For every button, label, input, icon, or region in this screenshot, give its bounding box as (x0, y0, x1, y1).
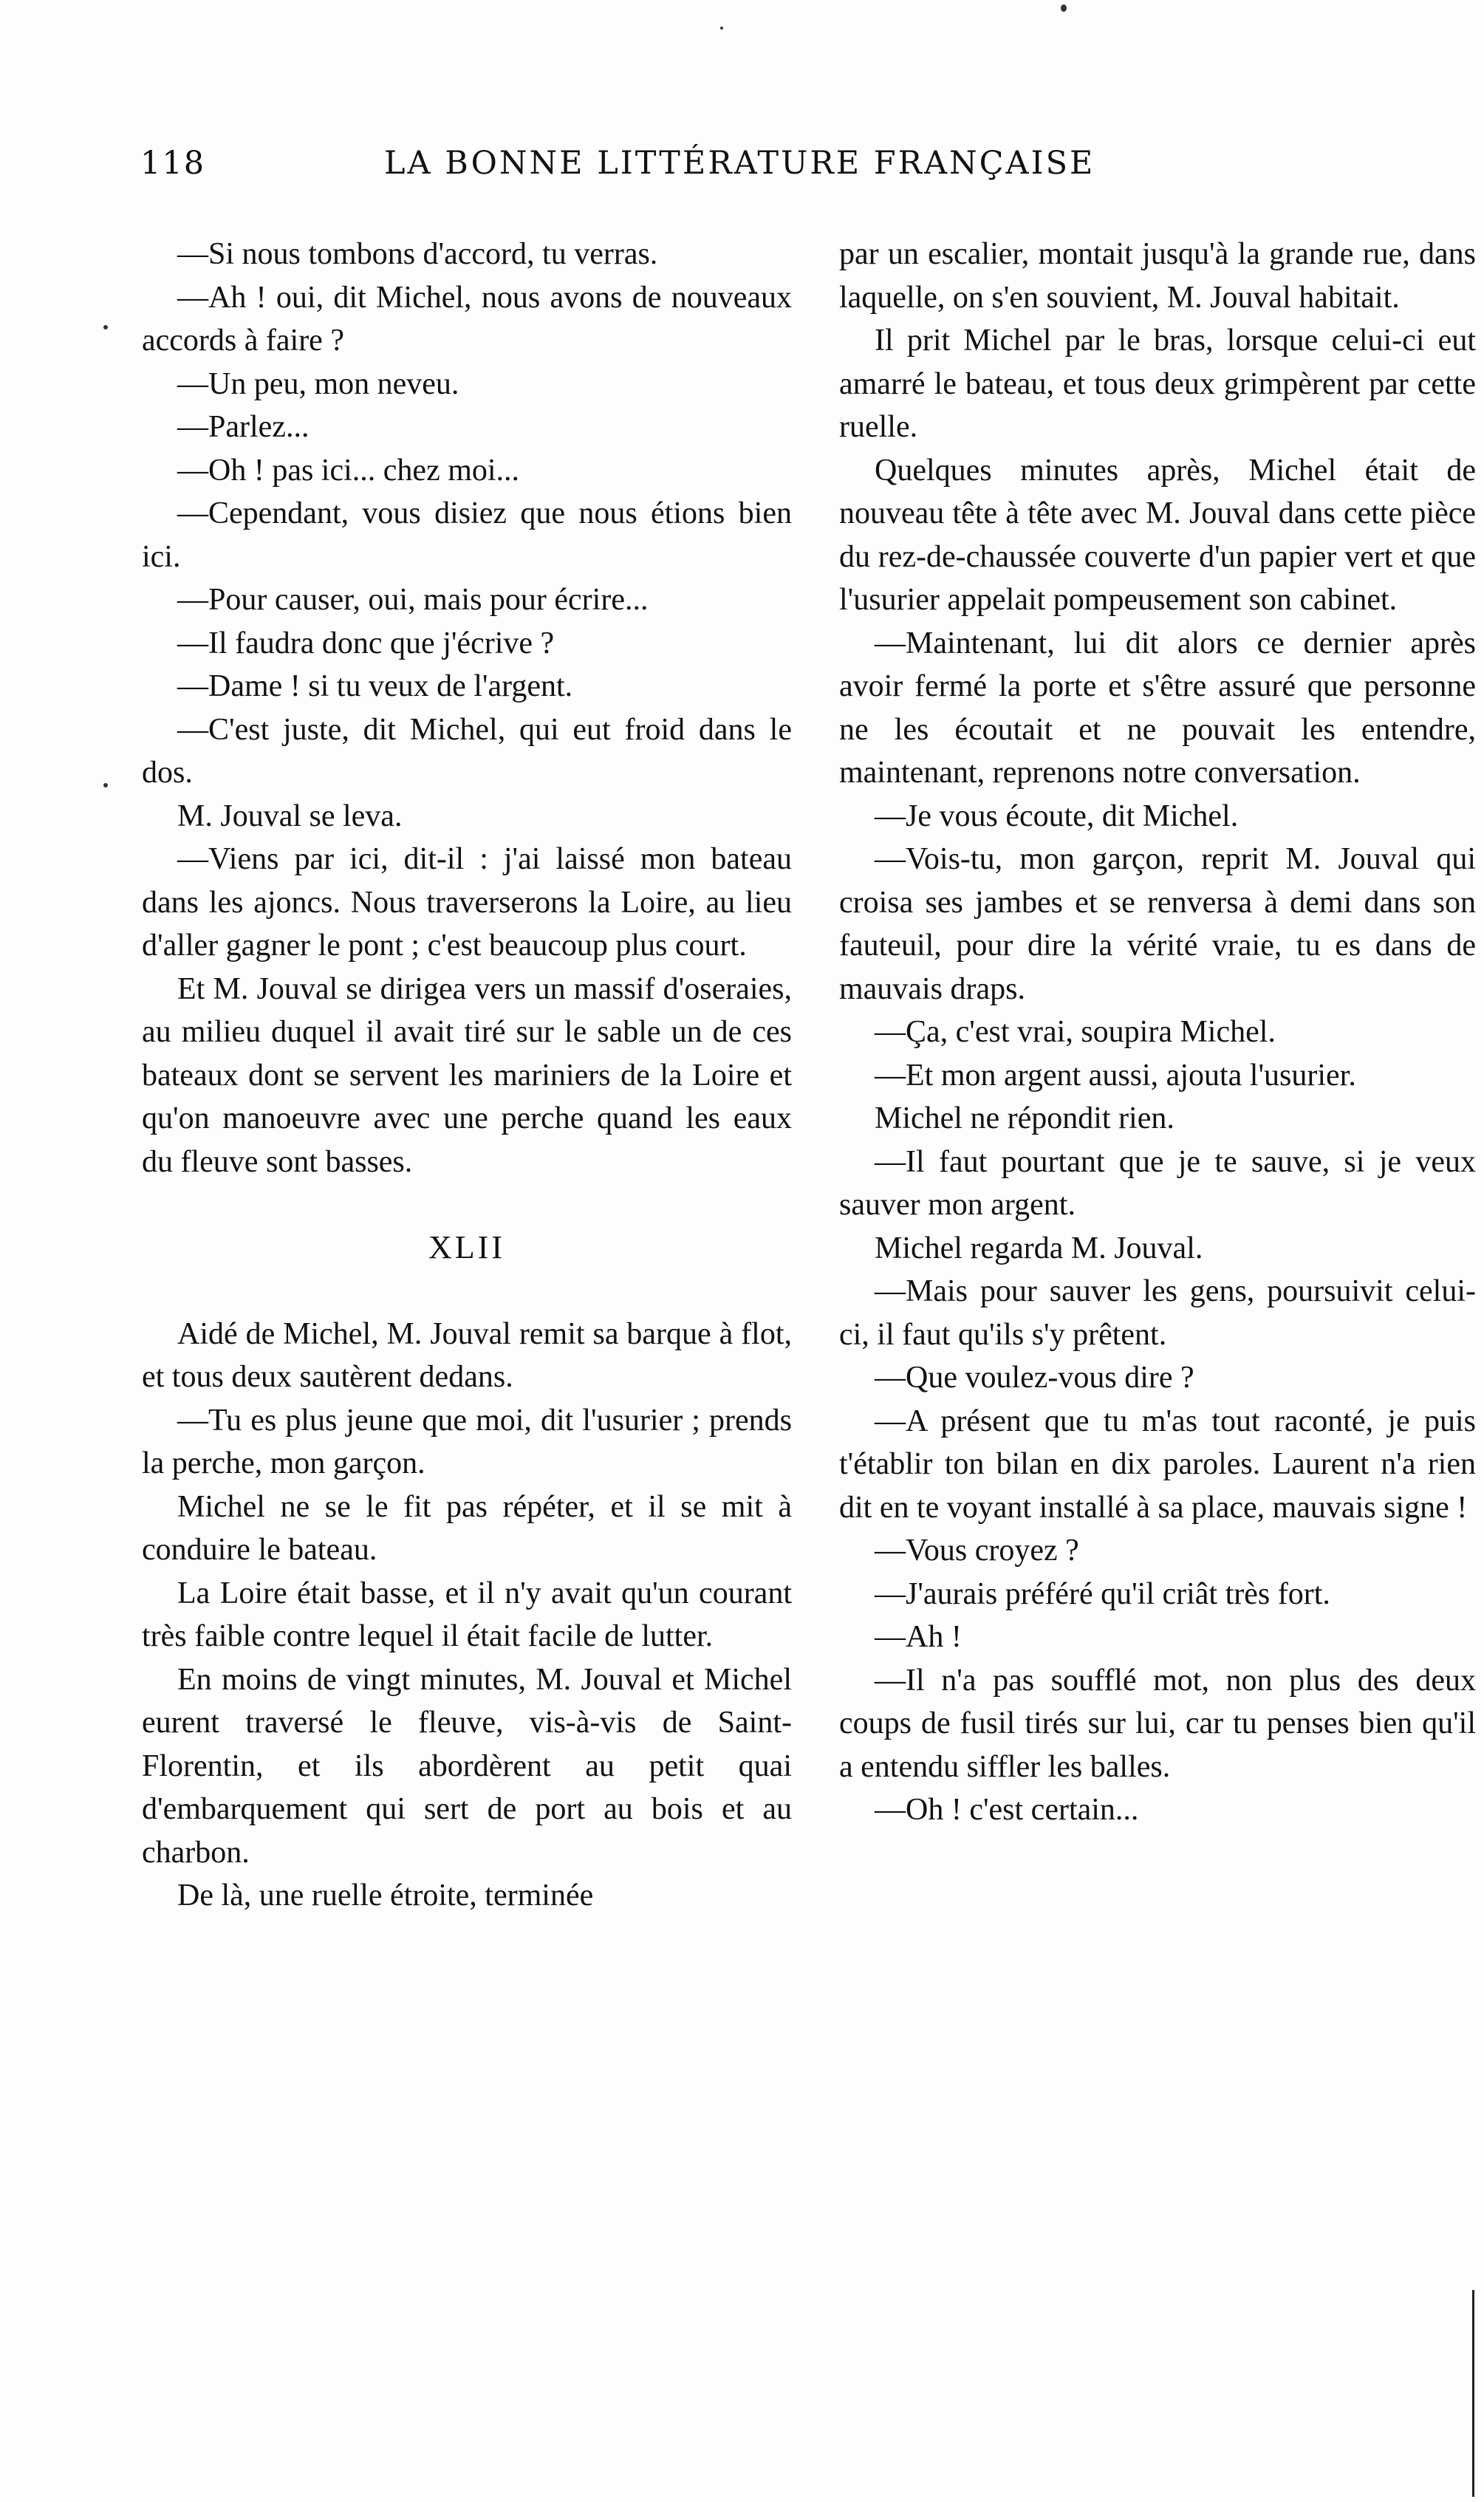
paragraph: —Cependant, vous disiez que nous étions bien ici. (142, 496, 792, 574)
paragraph: Michel ne se le fit pas répéter, et il se mit à conduire le bateau. (142, 1489, 792, 1567)
print-speck (103, 783, 108, 787)
paragraph: Et M. Jouval se dirigea vers un massif d'oseraies, au milieu duquel il avait tiré sur le sable un de ces bateaux dont se servent les mariniers de la Loire et qu'on manoeuvre avec une perche quand les eaux du fleuve sont basses. (142, 971, 792, 1179)
paragraph: —Pour causer, oui, mais pour écrire... (177, 583, 649, 617)
paragraph: —Il faut pourtant que je te sauve, si je veux sauver mon argent. (839, 1144, 1476, 1222)
left-column (142, 233, 792, 1918)
margin-rule (1472, 2290, 1474, 2497)
paragraph: —Si nous tombons d'accord, tu verras. (177, 237, 658, 271)
paragraph: —Que voulez-vous dire ? (875, 1361, 1194, 1395)
paragraph: M. Jouval se leva. (177, 799, 403, 833)
paragraph: En moins de vingt minutes, M. Jouval et Michel eurent traversé le fleuve, vis-à-vis de Saint-Florentin, et ils abordèrent au petit quai d'embarquement qui sert de port au bois et au charbon. (142, 1662, 792, 1870)
paragraph: —Tu es plus jeune que moi, dit l'usurier ; prends la perche, mon garçon. (142, 1403, 792, 1480)
paragraph: De là, une ruelle étroite, terminée (177, 1879, 594, 1913)
print-speck (103, 325, 108, 329)
paragraph: —Oh ! pas ici... chez moi... (177, 453, 520, 488)
page-header (140, 145, 1470, 204)
paragraph: —Parlez... (177, 410, 310, 444)
paragraph: —Maintenant, lui dit alors ce dernier après avoir fermé la porte et s'être assuré que personne ne les écoutait et ne pouvait les entendre, maintenant, reprenons notre conversation. (839, 626, 1476, 790)
paragraph: —Il n'a pas soufflé mot, non plus des deux coups de fusil tirés sur lui, car tu penses bien qu'il a entendu siffler les balles. (839, 1663, 1476, 1784)
paragraph: Aidé de Michel, M. Jouval remit sa barque à flot, et tous deux sautèrent dedans. (142, 1316, 792, 1394)
paragraph: —J'aurais préféré qu'il criât très fort. (875, 1576, 1330, 1611)
paragraph: Michel ne répondit rien. (875, 1101, 1174, 1135)
paragraph: La Loire était basse, et il n'y avait qu'un courant très faible contre lequel il était facile de lutter. (142, 1576, 792, 1653)
page-number: 118 (140, 145, 206, 182)
paragraph: —Il faudra donc que j'écrive ? (177, 626, 555, 660)
paragraph: —Un peu, mon neveu. (177, 366, 459, 401)
paragraph: —Et mon argent aussi, ajouta l'usurier. (875, 1058, 1356, 1093)
paragraph: Michel regarda M. Jouval. (875, 1231, 1203, 1265)
paragraph: Quelques minutes après, Michel était de nouveau tête à tête avec M. Jouval dans cette pièce du rez-de-chaussée couverte d'un papier vert et que l'usurier appelait pompeusement son cabinet. (839, 453, 1476, 617)
paragraph: —Ah ! oui, dit Michel, nous avons de nouveaux accords à faire ? (142, 280, 792, 358)
print-speck (720, 27, 723, 30)
paragraph: Il prit Michel par le bras, lorsque celui-ci eut amarré le bateau, et tous deux grimpèrent par cette ruelle. (839, 324, 1476, 444)
paragraph: —Oh ! c'est certain... (875, 1793, 1139, 1827)
paragraph: —Ah ! (875, 1620, 962, 1654)
chapter-heading: XLII (428, 1229, 505, 1265)
running-title: LA BONNE LITTÉRATURE FRANÇAISE (384, 145, 1095, 182)
paragraph: —Vous croyez ? (875, 1534, 1079, 1568)
paragraph: —A présent que tu m'as tout raconté, je puis t'établir ton bilan en dix paroles. Laurent n'a rien dit en te voyant installé à sa place, mauvais signe ! (839, 1404, 1476, 1525)
paragraph-continuation: par un escalier, montait jusqu'à la grande rue, dans laquelle, on s'en souvient, M. Jouval habitait. (839, 237, 1476, 315)
paragraph: —Je vous écoute, dit Michel. (875, 799, 1239, 833)
paragraph: —C'est juste, dit Michel, qui eut froid dans le dos. (142, 712, 792, 790)
paragraph: —Dame ! si tu veux de l'argent. (177, 669, 573, 703)
paragraph: —Ça, c'est vrai, soupira Michel. (875, 1015, 1276, 1049)
paragraph: —Mais pour sauver les gens, poursuivit celui-ci, il faut qu'ils s'y prêtent. (839, 1274, 1476, 1352)
paragraph: —Viens par ici, dit-il : j'ai laissé mon bateau dans les ajoncs. Nous traverserons la Loire, au lieu d'aller gagner le pont ; c'est beaucoup plus court. (142, 842, 792, 963)
right-column (839, 233, 1476, 1832)
paragraph: —Vois-tu, mon garçon, reprit M. Jouval qui croisa ses jambes et se renversa à demi dans son fauteuil, pour dire la vérité vraie, tu es dans de mauvais draps. (839, 842, 1476, 1006)
print-speck (1061, 4, 1067, 12)
